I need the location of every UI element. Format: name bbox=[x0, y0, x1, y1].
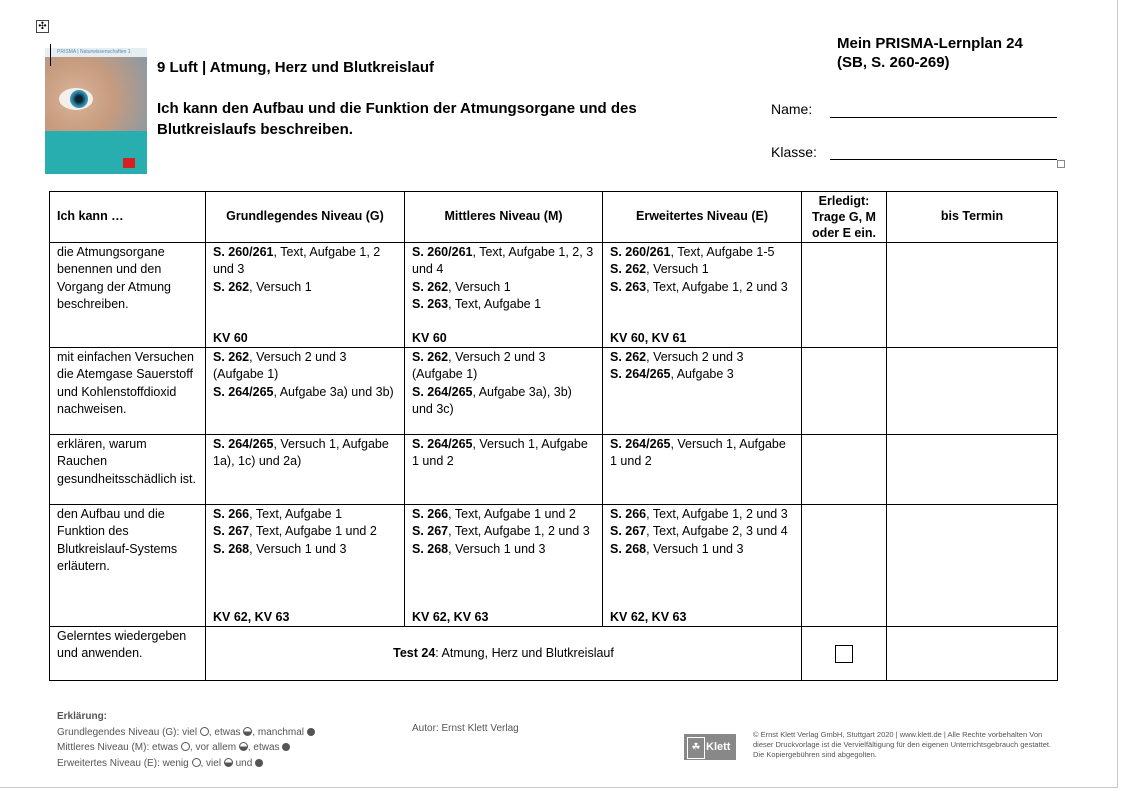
half-circle-icon bbox=[239, 742, 248, 751]
deadline-cell[interactable] bbox=[887, 505, 1058, 627]
header-level-g: Grundlegendes Niveau (G) bbox=[206, 192, 405, 243]
worksheet-ref: KV 62, KV 63 bbox=[412, 609, 489, 624]
done-cell bbox=[802, 627, 887, 681]
full-circle-icon bbox=[255, 759, 263, 767]
table-row bbox=[50, 505, 1058, 627]
legend bbox=[57, 709, 315, 771]
reference-line: S. 264/265, Versuch 1, Aufgabe 1 und 2 bbox=[412, 437, 588, 469]
cover-klett-logo bbox=[123, 158, 135, 168]
plan-title-line1: Mein PRISMA-Lernplan 24 bbox=[837, 35, 1023, 52]
skill-cell: mit einfachen Versuchen die Atemgase Sauerstoff und Kohlenstoffdioxid nachweisen. bbox=[50, 348, 206, 435]
worksheet-ref: KV 62, KV 63 bbox=[610, 609, 687, 624]
reference-line: S. 268, Versuch 1 und 3 bbox=[610, 541, 744, 556]
chapter-title: 9 Luft | Atmung, Herz und Blutkreislauf bbox=[157, 59, 434, 76]
legend-m: Mittleres Niveau (M): etwas , vor allem , etwas bbox=[57, 740, 315, 756]
table-row bbox=[50, 243, 1058, 348]
reference-line: S. 267, Text, Aufgabe 1 und 2 bbox=[213, 524, 377, 539]
table-row bbox=[50, 435, 1058, 505]
klett-logo-text: Klett bbox=[706, 741, 731, 753]
half-circle-icon bbox=[243, 727, 252, 736]
level-m-cell bbox=[405, 348, 603, 435]
reference-line: S. 262, Versuch 1 bbox=[610, 262, 709, 277]
reference-line: S. 264/265, Versuch 1, Aufgabe 1 und 2 bbox=[610, 437, 786, 469]
level-e-cell bbox=[603, 243, 802, 348]
reference-line: S. 262, Versuch 2 und 3 bbox=[610, 350, 744, 364]
test-row bbox=[50, 627, 1058, 681]
header-skill: Ich kann … bbox=[50, 192, 206, 243]
name-field[interactable] bbox=[830, 117, 1057, 118]
legend-g: Grundlegendes Niveau (G): viel , etwas , manchmal bbox=[57, 725, 315, 741]
level-e-cell bbox=[603, 348, 802, 435]
reference-line: S. 264/265, Aufgabe 3 bbox=[610, 367, 734, 382]
reference-line: S. 262, Versuch 2 und 3 (Aufgabe 1) bbox=[412, 350, 546, 382]
reference-line: S. 266, Text, Aufgabe 1 und 2 bbox=[412, 507, 576, 521]
half-circle-icon bbox=[224, 758, 233, 767]
plan-title bbox=[837, 34, 1023, 72]
reference-line: S. 266, Text, Aufgabe 1, 2 und 3 bbox=[610, 507, 788, 521]
done-cell[interactable] bbox=[802, 435, 887, 505]
reference-line: S. 262, Versuch 1 bbox=[412, 279, 511, 294]
reference-line: S. 260/261, Text, Aufgabe 1, 2 und 3 bbox=[213, 245, 381, 277]
learning-goal bbox=[157, 98, 737, 140]
reference-line: S. 262, Versuch 1 bbox=[213, 279, 312, 294]
book-cover-image bbox=[45, 48, 147, 174]
worksheet-ref: KV 60 bbox=[412, 330, 447, 345]
header-level-m: Mittleres Niveau (M) bbox=[405, 192, 603, 243]
deadline-cell[interactable] bbox=[887, 627, 1058, 681]
done-cell[interactable] bbox=[802, 505, 887, 627]
reference-line: S. 263, Text, Aufgabe 1, 2 und 3 bbox=[610, 279, 788, 294]
reference-line: S. 264/265, Versuch 1, Aufgabe 1a), 1c) und 2a) bbox=[213, 437, 389, 469]
skill-cell: die Atmungsorgane benennen und den Vorgang der Atmung beschreiben. bbox=[50, 243, 206, 348]
deadline-cell[interactable] bbox=[887, 435, 1058, 505]
legend-e: Erweitertes Niveau (E): wenig , viel und bbox=[57, 756, 315, 772]
reference-line: S. 262, Versuch 2 und 3 (Aufgabe 1) bbox=[213, 350, 347, 382]
name-label: Name: bbox=[771, 101, 813, 117]
header-done: Erledigt: Trage G, M oder E ein. bbox=[802, 192, 887, 243]
reference-line: S. 263, Text, Aufgabe 1 bbox=[412, 296, 542, 311]
deadline-cell[interactable] bbox=[887, 348, 1058, 435]
learning-goal-line2: Blutkreislaufs beschreiben. bbox=[157, 121, 353, 138]
level-m-cell bbox=[405, 243, 603, 348]
class-field[interactable] bbox=[830, 159, 1057, 160]
reference-line: S. 268, Versuch 1 und 3 bbox=[412, 541, 546, 556]
table-header-row bbox=[50, 192, 1058, 243]
reference-line: S. 267, Text, Aufgabe 2, 3 und 4 bbox=[610, 524, 788, 539]
test-cell: Test 24: Atmung, Herz und Blutkreislauf bbox=[206, 627, 802, 681]
test-done-checkbox[interactable] bbox=[835, 645, 853, 663]
reference-line: S. 260/261, Text, Aufgabe 1-5 bbox=[610, 245, 775, 259]
worksheet-ref: KV 60, KV 61 bbox=[610, 330, 687, 345]
empty-circle-icon bbox=[181, 742, 190, 751]
klett-symbol-icon: ☘ bbox=[687, 737, 705, 759]
learning-goal-line1: Ich kann den Aufbau und die Funktion der Atmungsorgane und des bbox=[157, 100, 637, 117]
reference-line: S. 267, Text, Aufgabe 1, 2 und 3 bbox=[412, 524, 590, 539]
legend-title: Erklärung: bbox=[57, 711, 108, 722]
table-row bbox=[50, 348, 1058, 435]
level-g-cell bbox=[206, 435, 405, 505]
resize-handle[interactable] bbox=[1057, 160, 1065, 168]
reference-line: S. 260/261, Text, Aufgabe 1, 2, 3 und 4 bbox=[412, 245, 594, 277]
full-circle-icon bbox=[307, 728, 315, 736]
done-cell[interactable] bbox=[802, 348, 887, 435]
reference-line: S. 264/265, Aufgabe 3a) und 3b) bbox=[213, 384, 394, 399]
skill-cell: den Aufbau und die Funktion des Blutkreislauf-Systems erläutern. bbox=[50, 505, 206, 627]
klett-logo bbox=[684, 734, 736, 760]
reference-line: S. 268, Versuch 1 und 3 bbox=[213, 541, 347, 556]
copyright: © Ernst Klett Verlag GmbH, Stuttgart 2020 | www.klett.de | Alle Rechte vorbehalten Von dieser Druckvorlage ist die Vervielfältigung für den eigenen Unterrichtsgebrauch gestattet. Die Kopiergebühren sind abgegolten. bbox=[753, 730, 1052, 759]
skill-cell: Gelerntes wiedergeben und anwenden. bbox=[50, 627, 206, 681]
class-label: Klasse: bbox=[771, 144, 817, 160]
vertical-rule bbox=[50, 44, 51, 66]
deadline-cell[interactable] bbox=[887, 243, 1058, 348]
header-deadline: bis Termin bbox=[887, 192, 1058, 243]
header-level-e: Erweitertes Niveau (E) bbox=[603, 192, 802, 243]
level-e-cell bbox=[603, 435, 802, 505]
reference-line: S. 264/265, Aufgabe 3a), 3b) und 3c) bbox=[412, 384, 572, 416]
full-circle-icon bbox=[282, 743, 290, 751]
plan-title-line2: (SB, S. 260-269) bbox=[837, 54, 950, 71]
worksheet-ref: KV 62, KV 63 bbox=[213, 609, 290, 624]
learning-plan-table bbox=[49, 191, 1058, 681]
reference-line: S. 266, Text, Aufgabe 1 bbox=[213, 507, 343, 521]
done-cell[interactable] bbox=[802, 243, 887, 348]
level-m-cell bbox=[405, 435, 603, 505]
level-e-cell bbox=[603, 505, 802, 627]
empty-circle-icon bbox=[192, 758, 201, 767]
skill-cell: erklären, warum Rauchen gesundheitsschädlich ist. bbox=[50, 435, 206, 505]
author: Autor: Ernst Klett Verlag bbox=[412, 723, 519, 734]
cover-iris bbox=[70, 90, 88, 108]
cover-brand: PRISMA | Naturwissenschaften 1 bbox=[45, 48, 147, 57]
level-g-cell bbox=[206, 348, 405, 435]
level-g-cell bbox=[206, 505, 405, 627]
level-g-cell bbox=[206, 243, 405, 348]
table-move-handle-icon[interactable]: ✣ bbox=[36, 20, 49, 33]
level-m-cell bbox=[405, 505, 603, 627]
empty-circle-icon bbox=[200, 727, 209, 736]
worksheet-ref: KV 60 bbox=[213, 330, 248, 345]
